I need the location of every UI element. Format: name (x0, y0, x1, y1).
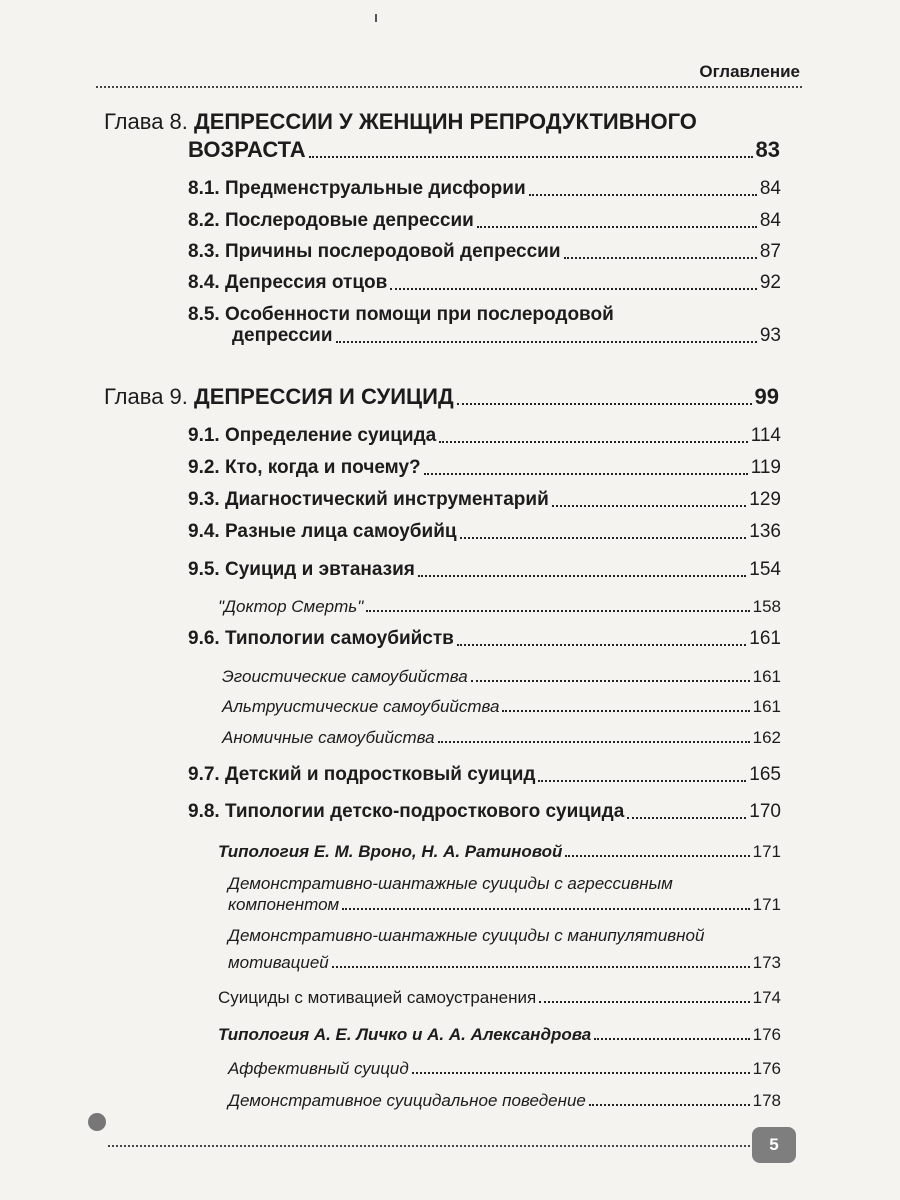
entry-title: Аномичные самоубийства (222, 728, 435, 747)
page-number: 84 (759, 210, 781, 231)
chapter-label: Глава 9. (104, 384, 188, 409)
toc-entry[interactable] (218, 842, 781, 862)
page-number: 161 (752, 667, 781, 686)
entry-title: 9.5. Суицид и эвтаназия (188, 559, 415, 580)
entry-title: Аффективный суицид (228, 1059, 409, 1078)
dot-leader (502, 710, 749, 712)
page-number: 165 (749, 764, 781, 785)
dot-leader (390, 288, 757, 290)
page-number: 170 (749, 801, 781, 822)
chapter-8-line2[interactable] (188, 137, 780, 163)
page-number: 119 (750, 457, 781, 478)
toc-entry[interactable] (222, 697, 781, 717)
dot-leader (564, 257, 757, 259)
toc-entry-line2[interactable] (228, 895, 781, 915)
entry-title: Демонстративно-шантажные суициды с агрессивным (228, 874, 673, 893)
dot-leader (565, 855, 749, 857)
page-number: 136 (749, 521, 781, 542)
toc-entry[interactable] (188, 559, 781, 582)
toc-entry-line1[interactable] (228, 874, 781, 894)
toc-entry[interactable] (188, 764, 781, 787)
toc-entry[interactable] (218, 988, 781, 1008)
page-number: 84 (759, 178, 781, 199)
dot-leader (589, 1104, 750, 1106)
chapter-title: ДЕПРЕССИИ У ЖЕНЩИН РЕПРОДУКТИВНОГО (194, 109, 697, 134)
toc-entry[interactable] (188, 241, 781, 264)
page-number: 178 (752, 1091, 781, 1110)
entry-title-cont: депрессии (232, 325, 333, 346)
toc-entry-line1[interactable] (228, 926, 781, 946)
toc-entry[interactable] (228, 1059, 781, 1079)
toc-entry[interactable] (222, 728, 781, 748)
dot-leader (366, 610, 749, 612)
dot-leader (412, 1072, 750, 1074)
dot-leader (332, 966, 750, 968)
page-number: 174 (752, 988, 781, 1007)
page-number: 93 (759, 325, 781, 346)
toc-entry[interactable] (218, 597, 781, 617)
toc-entry[interactable] (188, 272, 781, 295)
page-number: 158 (752, 597, 781, 616)
toc-entry[interactable] (188, 178, 781, 201)
chapter-8-line1[interactable] (104, 109, 784, 135)
entry-title: 9.3. Диагностический инструментарий (188, 489, 549, 510)
entry-title: Типология А. Е. Личко и А. А. Александрова (218, 1025, 592, 1044)
chapter-label: Глава 8. (104, 109, 188, 134)
toc-entry-line1[interactable] (188, 304, 781, 327)
dot-leader (471, 680, 750, 682)
entry-title: Демонстративное суицидальное поведение (228, 1091, 586, 1110)
dot-leader (336, 341, 757, 343)
toc-entry[interactable] (228, 1091, 781, 1111)
page-number: 154 (749, 559, 781, 580)
page-number: 161 (752, 697, 781, 716)
page-number: 173 (752, 953, 781, 972)
dot-leader (627, 817, 746, 819)
toc-entry-line2[interactable] (232, 325, 781, 348)
entry-title: Суициды с мотивацией самоустранения (218, 988, 537, 1007)
entry-title: 9.7. Детский и подростковый суицид (188, 764, 536, 785)
entry-title: 8.2. Послеродовые депрессии (188, 210, 474, 231)
entry-title: 9.4. Разные лица самоубийц (188, 521, 457, 542)
page-number: 176 (752, 1025, 781, 1044)
entry-title: 8.1. Предменструальные дисфории (188, 178, 526, 199)
page-number: 161 (749, 628, 781, 649)
dot-leader (538, 780, 746, 782)
toc-entry[interactable] (188, 489, 781, 512)
chapter-title-cont: ВОЗРАСТА (188, 137, 306, 162)
toc-entry[interactable] (188, 521, 781, 544)
entry-title: 9.2. Кто, когда и почему? (188, 457, 421, 478)
entry-title: 9.6. Типологии самоубийств (188, 628, 454, 649)
toc-entry[interactable] (188, 457, 781, 480)
entry-title: 8.4. Депрессия отцов (188, 272, 388, 293)
page-number: 99 (754, 384, 779, 409)
page-number: 114 (750, 425, 781, 446)
toc-entry[interactable] (188, 628, 781, 651)
corner-dot-decoration (88, 1113, 106, 1131)
page-number: 162 (752, 728, 781, 747)
header-divider (96, 86, 802, 88)
toc-entry[interactable] (222, 667, 781, 687)
page-number-badge: 5 (752, 1127, 796, 1163)
dot-leader (539, 1001, 749, 1003)
entry-title: Демонстративно-шантажные суициды с манипулятивной (228, 926, 705, 945)
page-number: 171 (752, 842, 781, 861)
page-number: 87 (759, 241, 781, 262)
dot-leader (438, 741, 750, 743)
dot-leader (457, 403, 752, 405)
dot-leader (424, 473, 748, 475)
chapter-9[interactable] (104, 384, 779, 410)
page-number: 129 (749, 489, 781, 510)
dot-leader (457, 644, 746, 646)
toc-entry[interactable] (188, 210, 781, 233)
entry-title: "Доктор Смерть" (218, 597, 364, 616)
entry-title: Эгоистические самоубийства (222, 667, 468, 686)
chapter-title: ДЕПРЕССИЯ И СУИЦИД (194, 384, 454, 409)
dot-leader (529, 194, 757, 196)
toc-entry-line2[interactable] (228, 953, 781, 973)
page-number: 92 (759, 272, 781, 293)
toc-entry[interactable] (218, 1025, 781, 1045)
header-title: Оглавление (699, 62, 800, 81)
toc-entry[interactable] (188, 425, 781, 448)
page-number: 176 (752, 1059, 781, 1078)
page-number: 171 (752, 895, 781, 914)
crop-mark (375, 14, 377, 22)
dot-leader (594, 1038, 749, 1040)
entry-title: Типология Е. М. Вроно, Н. А. Ратиновой (218, 842, 563, 861)
entry-title: 8.5. Особенности помощи при послеродовой (188, 304, 614, 325)
entry-title-cont: мотивацией (228, 953, 329, 972)
dot-leader (439, 441, 747, 443)
toc-entry[interactable] (188, 801, 781, 824)
footer-divider (108, 1145, 750, 1147)
dot-leader (477, 226, 757, 228)
page-header (96, 58, 800, 88)
dot-leader (460, 537, 747, 539)
entry-title-cont: компонентом (228, 895, 340, 914)
dot-leader (418, 575, 746, 577)
entry-title: 9.8. Типологии детско-подросткового суицида (188, 801, 625, 822)
dot-leader (342, 908, 749, 910)
entry-title: 8.3. Причины послеродовой депрессии (188, 241, 561, 262)
dot-leader (309, 156, 753, 158)
entry-title: 9.1. Определение суицида (188, 425, 437, 446)
entry-title: Альтруистические самоубийства (222, 697, 500, 716)
dot-leader (552, 505, 747, 507)
page-number: 83 (755, 137, 780, 162)
